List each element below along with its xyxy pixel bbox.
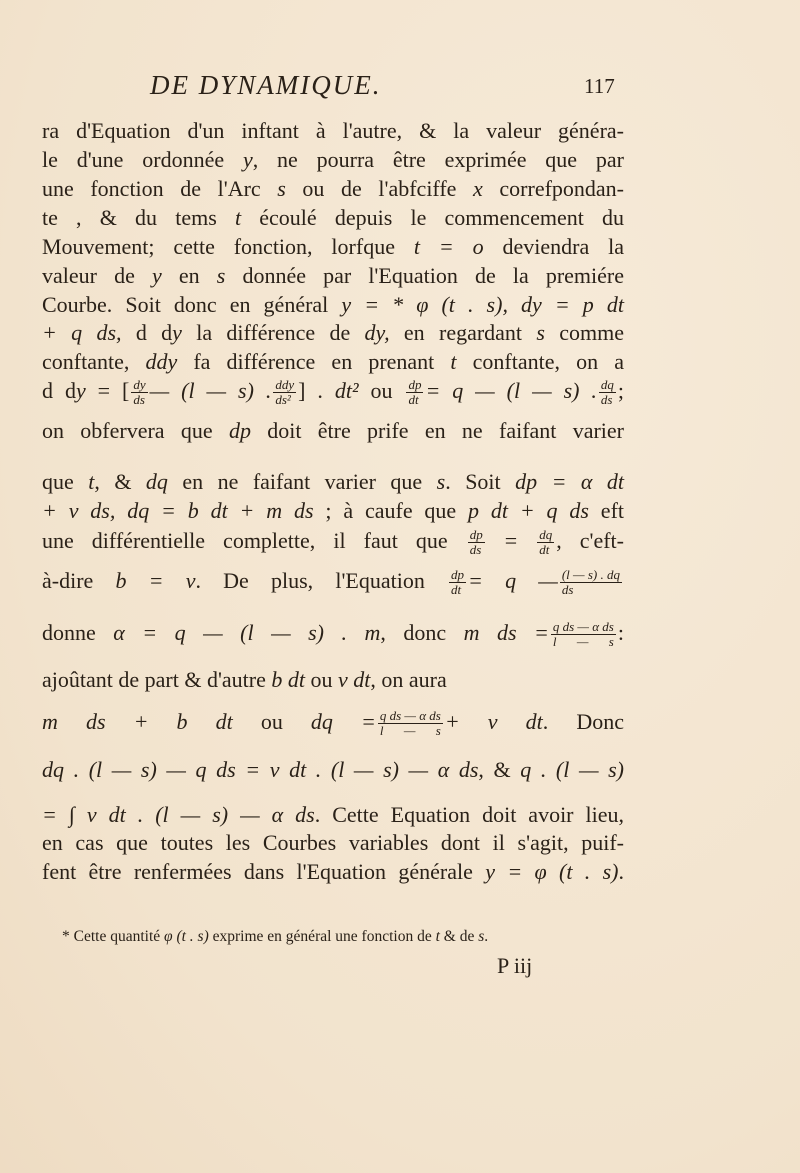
text-run: correfpondan-	[482, 176, 625, 201]
fraction	[560, 568, 622, 597]
numerator: dq	[539, 527, 553, 543]
text-run: , &	[478, 757, 521, 782]
math-run: m ds =	[463, 620, 549, 645]
math-run: s	[478, 928, 485, 945]
numerator: q ds — α ds	[552, 619, 614, 635]
numerator: dy	[133, 377, 146, 393]
page-number: 117	[584, 74, 615, 98]
math-run: m ds + b dt	[42, 709, 233, 734]
math-run: α = q — (l — s) . m	[113, 620, 381, 645]
text-run: , ne pourra être exprimée que par	[252, 147, 624, 172]
text-run: ] .	[298, 378, 335, 403]
text-run: en	[161, 263, 217, 288]
numerator: q ds — α ds	[379, 708, 441, 724]
math-run: y	[242, 147, 253, 172]
signature-mark: P iij	[497, 953, 533, 978]
math-run: s	[216, 263, 226, 288]
fraction	[468, 528, 485, 557]
text-run: ou	[305, 667, 339, 692]
text-run: . Cette Equation doit avoir lieu,	[314, 802, 624, 827]
text-run: & de	[439, 928, 479, 945]
math-run: s	[277, 176, 286, 201]
text-run: deviendra la	[483, 234, 624, 259]
numerator: ddy	[275, 377, 295, 393]
text-run: ; à caufe que	[313, 498, 469, 523]
fraction	[551, 620, 616, 649]
text-run: fent être renfermées dans l'Equation générale	[42, 859, 486, 884]
math-run: + q ds,	[42, 320, 122, 345]
fraction	[449, 568, 466, 597]
text-line	[42, 568, 624, 597]
footnote	[62, 928, 488, 946]
math-run: y	[151, 263, 162, 288]
fraction	[537, 528, 554, 557]
math-run: = q —	[468, 568, 558, 593]
text-run: .	[484, 928, 489, 945]
math-run: ddy	[145, 349, 178, 374]
text-line	[42, 802, 624, 828]
text-run: te , & du tems	[42, 205, 235, 230]
text-run: conftante,	[42, 349, 146, 374]
math-run: b dt	[271, 667, 306, 692]
denominator: dt	[539, 542, 550, 558]
text-run: ra d'Equation d'un inftant à l'autre, & la valeur généra-	[42, 118, 624, 143]
text-run: en ne faifant varier que	[167, 469, 437, 494]
text-line	[42, 263, 624, 289]
math-run: b = v	[115, 568, 196, 593]
text-run: le d'une ordonnée	[42, 147, 243, 172]
math-run: + v ds, dq = b dt + m ds	[42, 498, 314, 523]
text-run: Mouvement; cette fonction, lorfque	[42, 234, 414, 259]
text-run: d d	[121, 320, 173, 345]
text-run: ajoûtant de part & d'autre	[42, 667, 272, 692]
text-line	[42, 667, 624, 693]
math-run: + v dt	[444, 709, 543, 734]
text-line	[42, 498, 624, 524]
text-run: ou	[358, 378, 405, 403]
text-line	[42, 469, 624, 495]
math-run: y = * φ (t . s), dy = p dt	[341, 292, 624, 317]
text-run: donnée par l'Equation de la premiére	[225, 263, 625, 288]
math-run: y = φ (t . s)	[485, 859, 619, 884]
numerator: dp	[408, 377, 422, 393]
denominator: dt	[408, 392, 419, 408]
text-run: la différence de	[181, 320, 365, 345]
text-run: en regardant	[389, 320, 537, 345]
numerator: dp	[469, 527, 483, 543]
text-run: ou de l'abfciffe	[285, 176, 474, 201]
denominator: l — s	[552, 634, 614, 650]
text-run: , &	[94, 469, 146, 494]
math-run: s	[536, 320, 545, 345]
denominator: l — s	[379, 723, 441, 739]
math-run: q . (l — s)	[520, 757, 625, 782]
math-run: t	[435, 928, 440, 945]
denominator: ds²	[275, 392, 291, 408]
text-run: comme	[544, 320, 624, 345]
text-line	[42, 830, 624, 856]
text-run: conftante, on a	[456, 349, 624, 374]
denominator: dt	[451, 582, 462, 598]
math-run: dy,	[364, 320, 390, 345]
text-run: que	[42, 469, 89, 494]
text-run: eft	[588, 498, 625, 523]
text-line	[42, 118, 624, 144]
fraction	[599, 378, 616, 407]
text-run: . De plus, l'Equation	[195, 568, 448, 593]
numerator: dq	[600, 377, 614, 393]
numerator: (l — s) . dq	[561, 567, 620, 583]
text-line	[42, 859, 624, 885]
text-run: Courbe. Soit donc en général	[42, 292, 342, 317]
text-line	[42, 320, 624, 346]
text-run: = [	[85, 378, 130, 403]
math-run: dt²	[334, 378, 359, 403]
text-line	[42, 234, 624, 260]
text-run: d d	[42, 378, 76, 403]
text-run: donne	[42, 620, 114, 645]
text-line	[42, 176, 624, 202]
math-run: dq =	[310, 709, 376, 734]
denominator: ds	[133, 392, 145, 408]
denominator: ds	[469, 542, 482, 558]
math-run: y	[75, 378, 86, 403]
fraction	[406, 378, 423, 407]
text-run: à-dire	[42, 568, 116, 593]
fraction	[378, 709, 443, 738]
denominator: ds	[561, 582, 574, 598]
text-run: en cas que toutes les Courbes variables dont il s'agit, puif-	[42, 830, 624, 855]
math-run: t = o	[413, 234, 484, 259]
math-run: t	[234, 205, 242, 230]
text-line	[42, 378, 624, 407]
math-run: = ∫ v dt . (l — s) — α ds	[42, 802, 315, 827]
math-run: — (l — s) .	[149, 378, 272, 403]
math-run: dq	[145, 469, 168, 494]
text-run: .	[618, 859, 624, 884]
math-run: t	[450, 349, 457, 374]
text-run: ou	[232, 709, 311, 734]
text-run: exprime en général une fonction de	[208, 928, 436, 945]
denominator: ds	[600, 392, 613, 408]
math-run: = q — (l — s) .	[425, 378, 597, 403]
math-run: t	[88, 469, 95, 494]
math-run: φ (t . s)	[164, 928, 209, 945]
text-run: * Cette quantité	[62, 928, 165, 945]
text-run: ;	[617, 378, 625, 403]
text-run: , donc	[380, 620, 464, 645]
text-run: :	[617, 620, 624, 645]
text-line	[42, 349, 624, 375]
fraction	[273, 378, 296, 407]
text-run: écoulé depuis le commencement du	[241, 205, 625, 230]
text-run: doit être prife en ne faifant varier	[250, 418, 624, 443]
text-line	[42, 418, 624, 444]
text-run: une fonction de l'Arc	[42, 176, 278, 201]
text-run: valeur de	[42, 263, 152, 288]
math-run: s	[436, 469, 446, 494]
math-run: dp = α dt	[515, 469, 625, 494]
text-line	[42, 757, 624, 783]
text-run: fa différence en prenant	[177, 349, 451, 374]
text-line	[42, 292, 624, 318]
text-run: . Donc	[542, 709, 624, 734]
text-run: , on aura	[370, 667, 447, 692]
text-run: =	[486, 528, 536, 553]
text-line	[42, 147, 624, 173]
text-line	[42, 205, 624, 231]
math-run: v dt	[338, 667, 371, 692]
running-head: DE DYNAMIQUE.	[150, 70, 382, 100]
math-run: x	[473, 176, 483, 201]
text-line	[42, 620, 624, 649]
text-run: , c'eft-	[556, 528, 624, 553]
math-run: dp	[228, 418, 251, 443]
math-run: p dt + q ds	[468, 498, 589, 523]
text-run: une différentielle complette, il faut que	[42, 528, 466, 553]
math-run: y	[172, 320, 182, 345]
math-run: dq . (l — s) — q ds = v dt . (l — s) — α ds	[42, 757, 479, 782]
text-line	[42, 709, 624, 738]
text-line	[42, 528, 624, 557]
text-run: . Soit	[445, 469, 516, 494]
text-run: on obfervera que	[42, 418, 229, 443]
numerator: dp	[451, 567, 465, 583]
fraction	[131, 378, 147, 407]
